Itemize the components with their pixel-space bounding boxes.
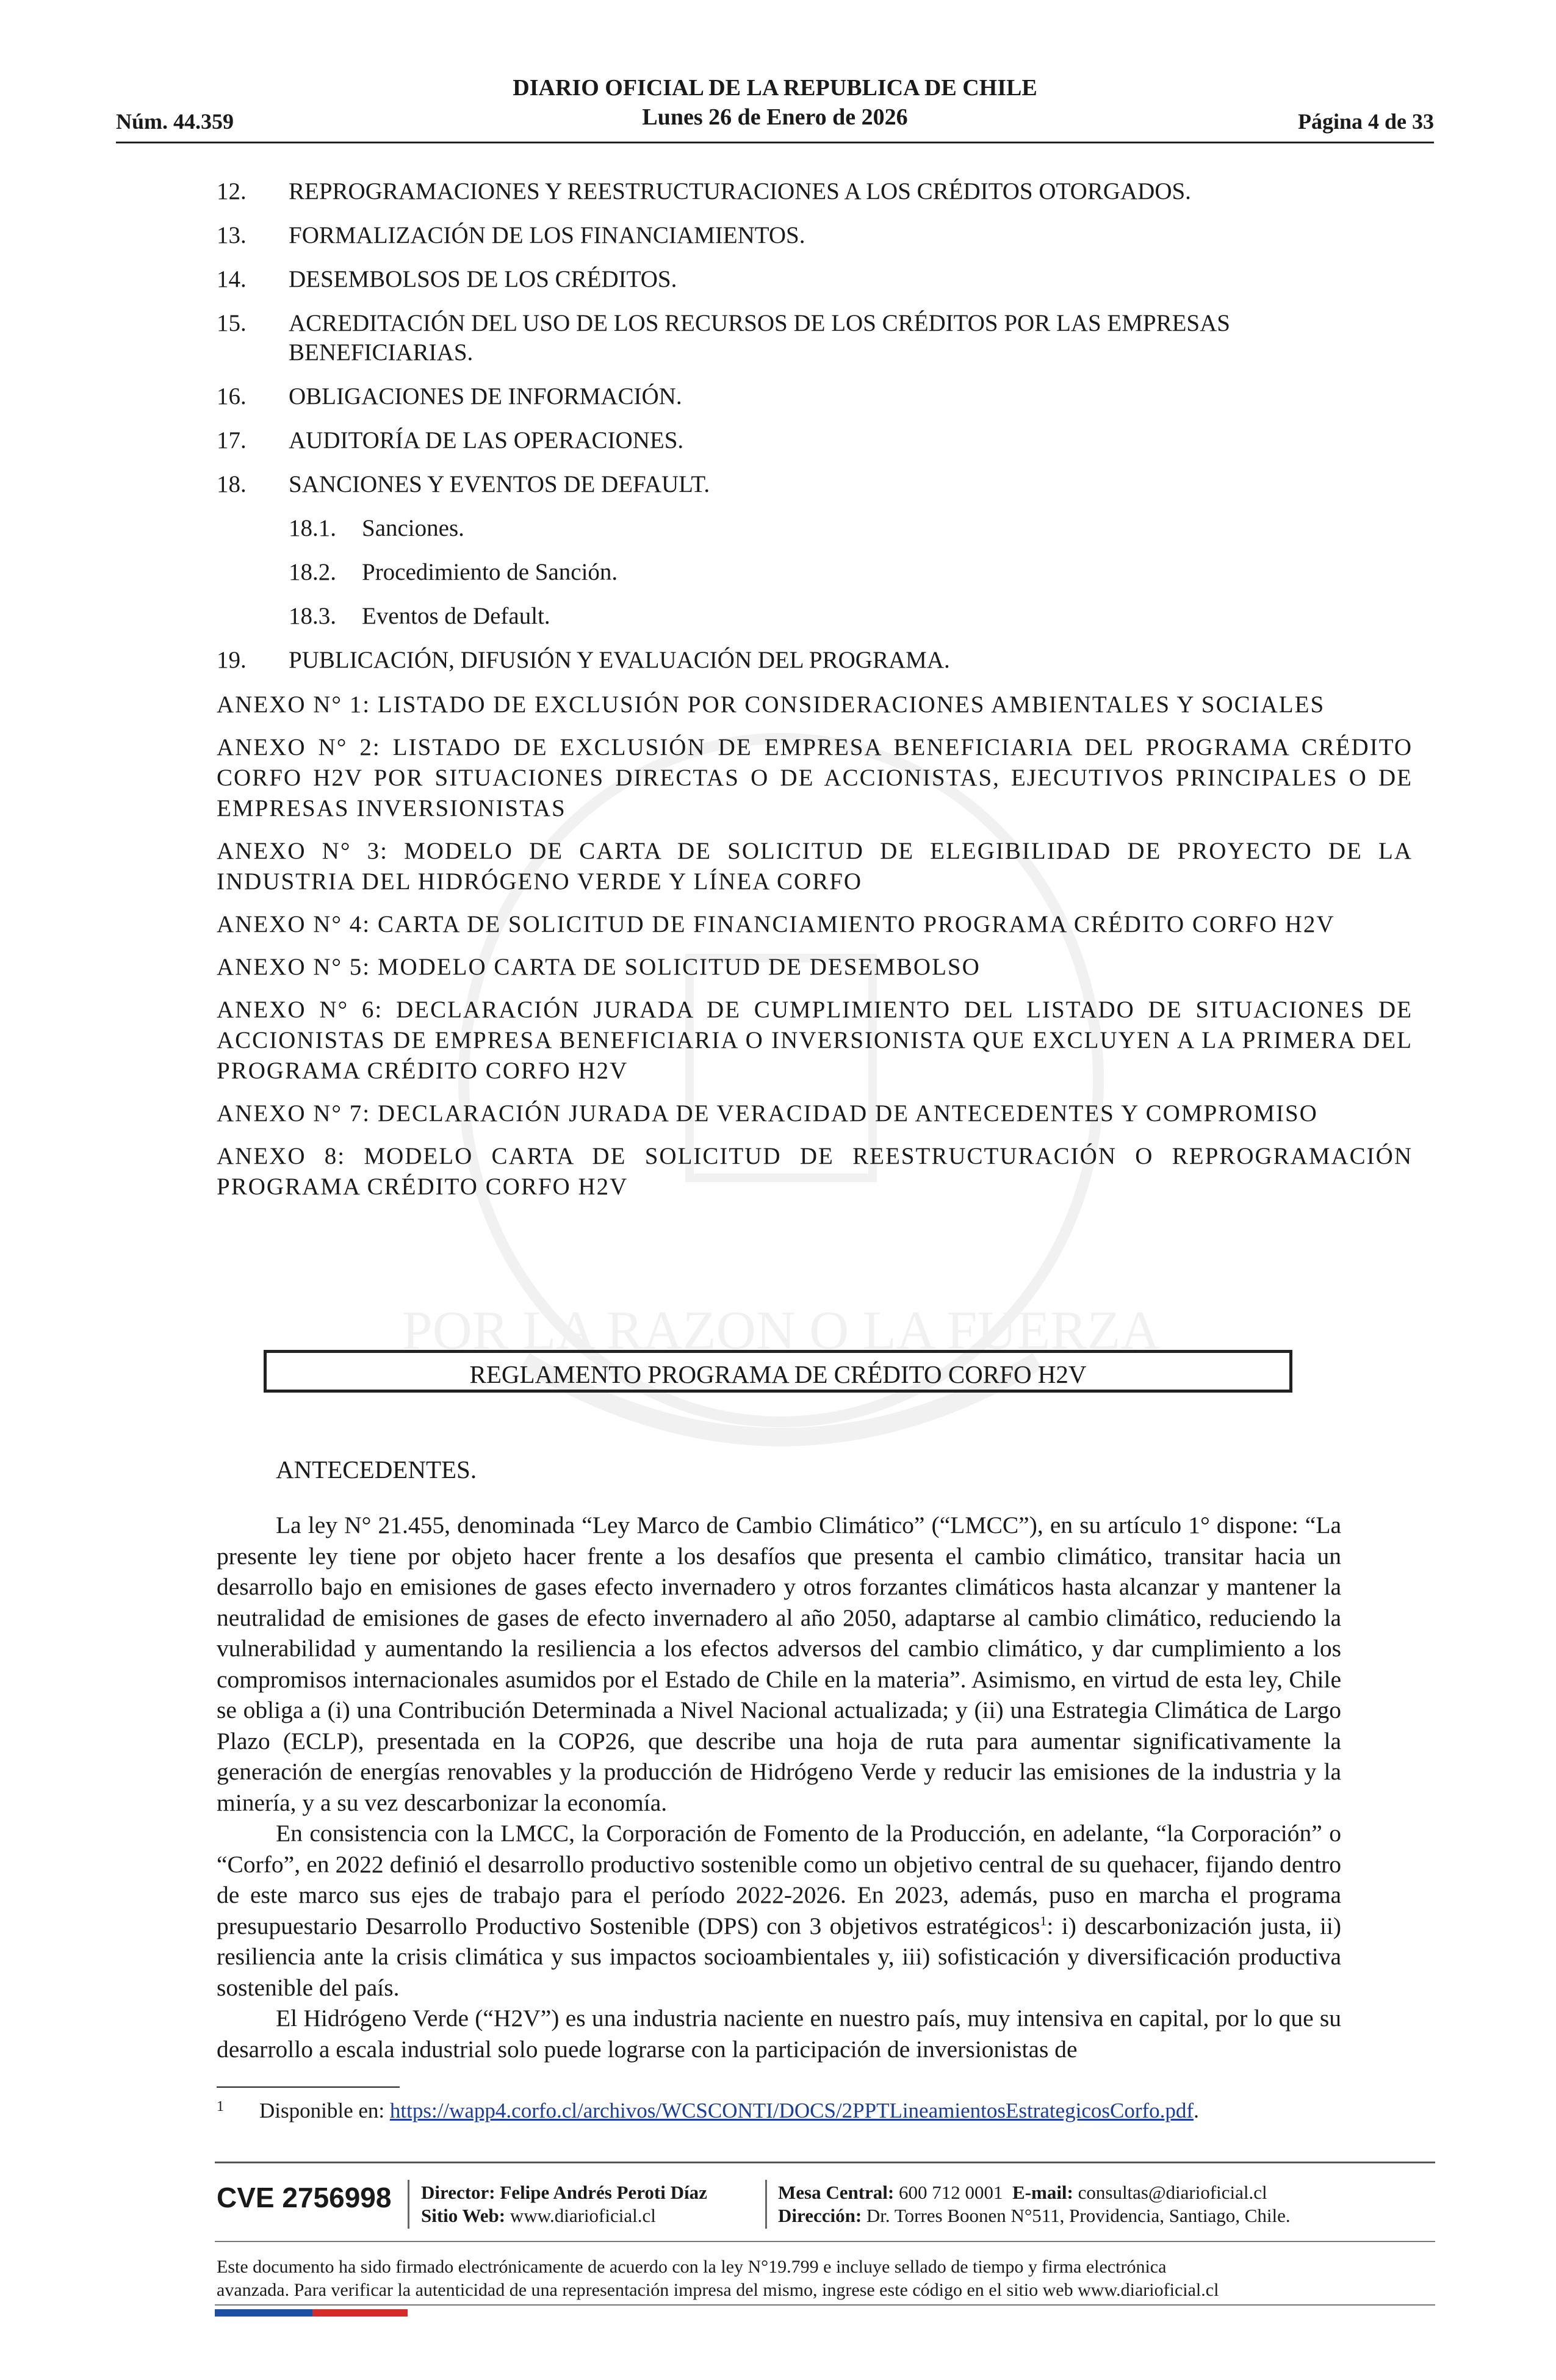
toc-item: 19. PUBLICACIÓN, DIFUSIÓN Y EVALUACIÓN DEL PROGRAMA. [217, 647, 950, 673]
flag-blue [215, 2309, 312, 2317]
toc-item: 12. REPROGRAMACIONES Y REESTRUCTURACIONES A LOS CRÉDITOS OTORGADOS. [217, 178, 1191, 204]
publication-heading [116, 73, 1434, 132]
toc-item: 18. SANCIONES Y EVENTOS DE DEFAULT. [217, 471, 710, 497]
header-divider [116, 142, 1434, 143]
toc-item: 15. ACREDITACIÓN DEL USO DE LOS RECURSOS DE LOS CRÉDITOS POR LAS EMPRESAS BENEFICIARIAS. [217, 310, 1230, 366]
director-name: Felipe Andrés Peroti Díaz [500, 2182, 707, 2203]
footer-contact-block: Mesa Central: 600 712 0001 E-mail: consultas@diarioficial.cl Dirección: Dr. Torres Boonen N°511, Providencia, Santiago, Chile. [778, 2182, 1291, 2226]
address: Dr. Torres Boonen N°511, Providencia, Santiago, Chile. [866, 2205, 1291, 2226]
toc-item: 16. OBLIGACIONES DE INFORMACIÓN. [217, 383, 682, 409]
footer-director-block: Director: Felipe Andrés Peroti Díaz Sitio Web: www.diarioficial.cl [421, 2182, 707, 2226]
anexo-entry: ANEXO N° 3: MODELO DE CARTA DE SOLICITUD DE ELEGIBILIDAD DE PROYECTO DE LA INDUSTRIA DEL HIDRÓGENO VERDE Y LÍNEA CORFO [217, 838, 1413, 895]
anexo-entry: ANEXO N° 6: DECLARACIÓN JURADA DE CUMPLIMIENTO DEL LISTADO DE SITUACIONES DE ACCIONISTAS DE EMPRESA BENEFICIARIA O INVERSIONISTA QUE EXCLUYEN A LA PRIMERA DEL PROGRAMA CRÉDITO CORFO H2V [217, 997, 1413, 1084]
footnote-link[interactable]: https://wapp4.corfo.cl/archivos/WCSCONTI/DOCS/2PPTLineamientosEstrategicosCorfo.pdf [389, 2099, 1194, 2122]
legal-notice: Este documento ha sido firmado electrónicamente de acuerdo con la ley N°19.799 e incluye sellado de tiempo y firma electrónica avanzada. Para verificar la autenticidad de una representación impresa del mismo, ingrese este código en el sitio web www.diarioficial.cl [217, 2257, 1219, 2300]
page-header [116, 73, 1434, 142]
footnote-divider [217, 2086, 400, 2088]
watermark-motto: POR LA RAZON O LA FUERZA [402, 1300, 1161, 1361]
publication-title: DIARIO OFICIAL DE LA REPUBLICA DE CHILE [513, 75, 1037, 101]
footnote-mark: 1 [217, 2099, 224, 2115]
issue-number: Núm. 44.359 [116, 109, 234, 134]
anexo-entry: ANEXO N° 1: LISTADO DE EXCLUSIÓN POR CONSIDERACIONES AMBIENTALES Y SOCIALES [217, 691, 1325, 718]
footer-divider [215, 2162, 1435, 2163]
page-number: Página 4 de 33 [1297, 109, 1434, 134]
antecedentes-heading: ANTECEDENTES. [276, 1455, 477, 1484]
footnote: 1 Disponible en: https://wapp4.corfo.cl/archivos/WCSCONTI/DOCS/2PPTLineamientosEstrategicosCorfo.pdf. [217, 2099, 1199, 2122]
anexo-entry: ANEXO N° 5: MODELO CARTA DE SOLICITUD DE DESEMBOLSO [217, 954, 981, 980]
anexo-entry: ANEXO N° 2: LISTADO DE EXCLUSIÓN DE EMPRESA BENEFICIARIA DEL PROGRAMA CRÉDITO CORFO H2V POR SITUACIONES DIRECTAS O DE ACCIONISTAS, EJECUTIVOS PRINCIPALES O DE EMPRESAS INVERSIONISTAS [217, 734, 1413, 821]
flag-red [312, 2309, 408, 2317]
toc-subitem: 18.2. Procedimiento de Sanción. [289, 559, 618, 585]
footnote-reference[interactable]: 1 [1040, 1913, 1047, 1928]
table-of-contents [217, 177, 1413, 1214]
paragraph: La ley N° 21.455, denominada “Ley Marco de Cambio Climático” (“LMCC”), en su artículo 1° dispone: “La presente ley tiene por objeto hacer frente a los desafíos que presenta el cambio climático, transitar hacia un desarrollo bajo en emisiones de gases efecto invernadero y otros forzantes climáticos hasta alcanzar y mantener la neutralidad de emisiones de gases de efecto invernadero al año 2050, adaptarse al cambio climático, reduciendo la vulnerabilidad y aumentando la resiliencia a los efectos adversos del cambio climático, y dar cumplimiento a los compromisos internacionales asumidos por el Estado de Chile en la materia”. Asimismo, en virtud de esta ley, Chile se obliga a (i) una Contribución Determinada a Nivel Nacional actualizada; y (ii) una Estrategia Climática de Largo Plazo (ECLP), presentada en la COP26, que describe una hoja de ruta para aumentar significativamente la generación de energías renovables y la producción de Hidrógeno Verde y reducir las emisiones de la industria y la minería, y a su vez descarbonizar la economía. [217, 1512, 1341, 1816]
anexo-entry: ANEXO 8: MODELO CARTA DE SOLICITUD DE REESTRUCTURACIÓN O REPROGRAMACIÓN PROGRAMA CRÉDITO CORFO H2V [217, 1143, 1413, 1200]
footer-separator [765, 2180, 767, 2229]
email[interactable]: consultas@diarioficial.cl [1078, 2182, 1267, 2203]
cve-code: CVE 2756998 [217, 2182, 392, 2213]
toc-item: 13. FORMALIZACIÓN DE LOS FINANCIAMIENTOS. [217, 222, 805, 248]
section-title-box: REGLAMENTO PROGRAMA DE CRÉDITO CORFO H2V [264, 1350, 1292, 1393]
website[interactable]: www.diarioficial.cl [510, 2205, 656, 2226]
body-text [217, 1510, 1341, 2064]
footer-separator [408, 2180, 409, 2229]
toc-item: 14. DESEMBOLSOS DE LOS CRÉDITOS. [217, 266, 677, 292]
footer-divider [215, 2304, 1435, 2306]
toc-item: 17. AUDITORÍA DE LAS OPERACIONES. [217, 427, 684, 453]
footer-divider [215, 2241, 1435, 2242]
publication-date: Lunes 26 de Enero de 2026 [642, 104, 908, 130]
anexo-entry: ANEXO N° 7: DECLARACIÓN JURADA DE VERACIDAD DE ANTECEDENTES Y COMPROMISO [217, 1100, 1318, 1127]
flag-stripe [215, 2309, 408, 2317]
paragraph: En consistencia con la LMCC, la Corporación de Fomento de la Producción, en adelante, “la Corporación” o “Corfo”, en 2022 definió el desarrollo productivo sostenible como un objetivo central de su quehacer, fijando dentro de este marco sus ejes de trabajo para el período 2022-2026. En 2023, además, puso en marcha el programa presupuestario Desarrollo Productivo Sostenible (DPS) con 3 objetivos estratégicos$^1$: i) descarbonización justa, ii) resiliencia ante la crisis climática y sus impactos socioambientales y, iii) sofisticación y diversificación productiva sostenible del país. [217, 1820, 1341, 2001]
phone: 600 712 0001 [899, 2182, 1003, 2203]
toc-subitem: 18.3. Eventos de Default. [289, 603, 550, 629]
toc-subitem: 18.1. Sanciones. [289, 515, 464, 541]
anexo-entry: ANEXO N° 4: CARTA DE SOLICITUD DE FINANCIAMIENTO PROGRAMA CRÉDITO CORFO H2V [217, 911, 1335, 937]
paragraph: El Hidrógeno Verde (“H2V”) es una industria naciente en nuestro país, muy intensiva en capital, por lo que su desarrollo a escala industrial solo puede lograrse con la participación de inversionistas de [217, 2005, 1341, 2063]
